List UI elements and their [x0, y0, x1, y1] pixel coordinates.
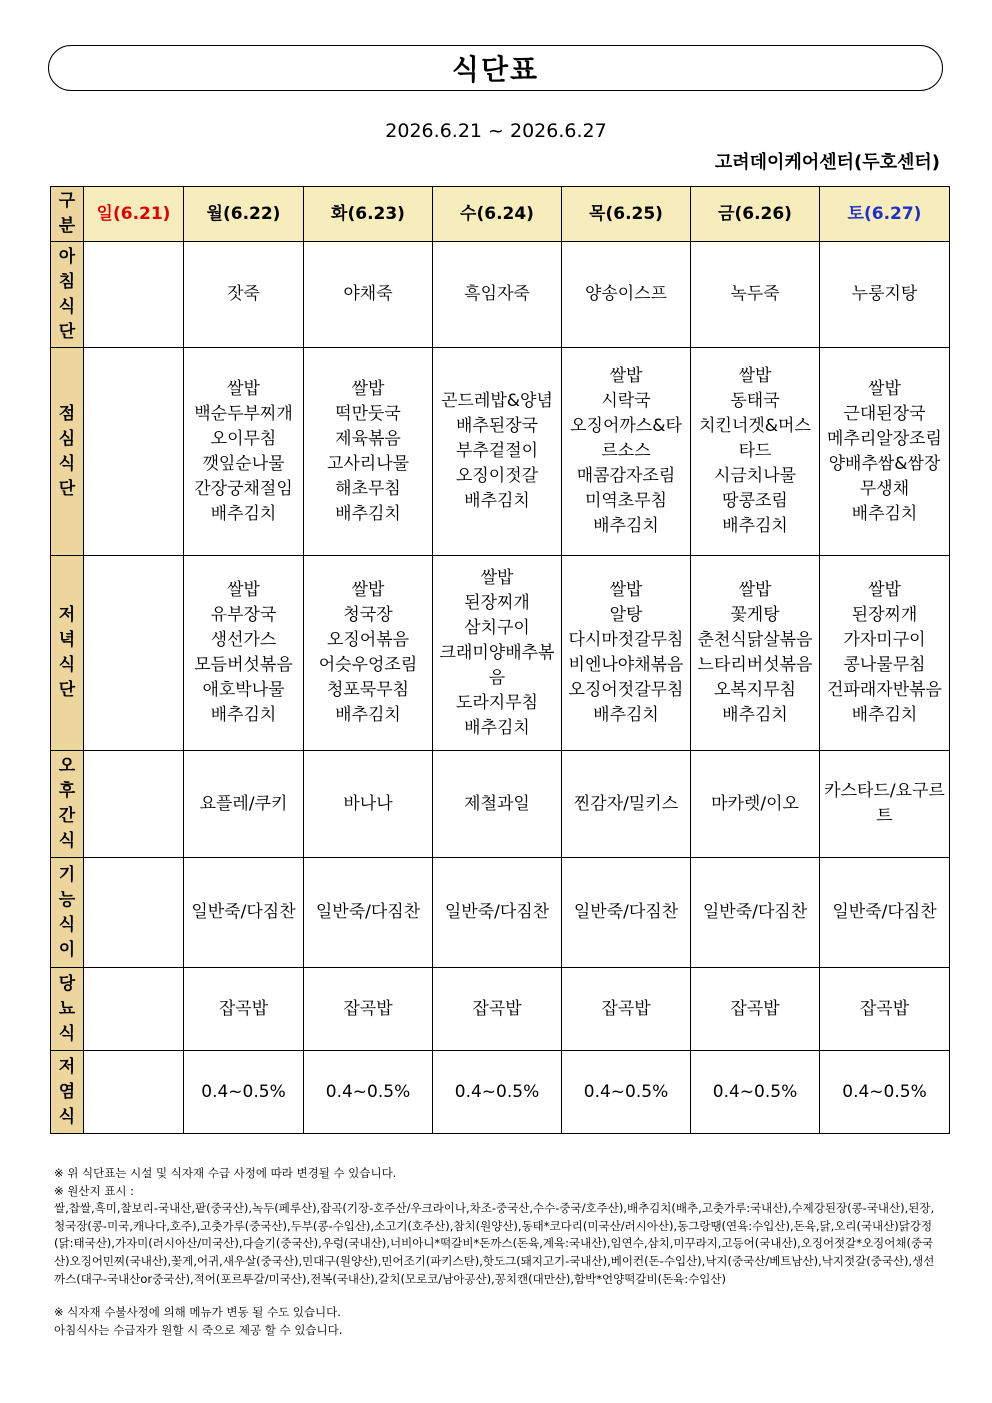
menu-item: 잡곡밥 — [859, 998, 910, 1019]
menu-item: 비엔나야채볶음 — [568, 655, 684, 675]
menu-item: 동태국 — [730, 391, 780, 411]
menu-item: 청포묵무침 — [326, 680, 410, 700]
menu-cell-dinner-mon — [184, 556, 304, 751]
menu-item: 오징이젓갈 — [455, 466, 539, 486]
menu-item: 쌀밥 — [738, 580, 772, 600]
menu-item: 쌀밥 — [227, 580, 260, 600]
menu-item: 배추김치 — [593, 516, 659, 536]
menu-cell-snack-fri — [691, 751, 820, 858]
menu-table — [50, 186, 950, 1134]
row-breakfast — [51, 242, 950, 348]
menu-item: 춘천식닭살볶음 — [697, 630, 813, 650]
menu-cell-lunch-tue — [304, 348, 433, 556]
menu-item: 쌀밥 — [868, 378, 901, 399]
row-snack — [51, 751, 950, 858]
menu-item: 찐감자/밀키스 — [573, 793, 679, 814]
row-lunch — [51, 348, 950, 556]
row-label-low-salt-diet: 저 염 식 — [51, 1051, 84, 1134]
menu-item: 다시마젓갈무침 — [568, 630, 684, 650]
menu-item: 쌀밥 — [227, 378, 260, 399]
menu-item: 잡곡밥 — [218, 998, 269, 1019]
note-change: ※ 위 식단표는 시설 및 식자재 수급 사정에 따라 변경될 수 있습니다. — [54, 1166, 397, 1180]
menu-item: 건파래자반볶음 — [827, 680, 942, 700]
row-label-diabetic-diet: 당 뇨 식 — [51, 968, 84, 1051]
menu-item: 생선가스 — [210, 630, 277, 650]
menu-cell-dinner-fri — [691, 556, 820, 751]
menu-cell-breakfast-wed — [433, 242, 562, 348]
menu-item: 양송이스프 — [584, 284, 668, 304]
row-label-dinner: 저 녁 식 단 — [51, 556, 84, 751]
menu-item: 르소스 — [601, 441, 651, 461]
menu-item: 백순두부찌개 — [194, 403, 293, 424]
menu-item: 메추리알장조림 — [827, 428, 942, 449]
menu-item: 땅콩조림 — [722, 491, 788, 511]
row-label-snack: 오 후 간 식 — [51, 751, 84, 858]
menu-cell-diabetic-diet-thu — [562, 968, 691, 1051]
menu-item: 배추김치 — [210, 503, 277, 524]
menu-item: 청국장 — [343, 605, 393, 625]
menu-cell-breakfast-tue — [304, 242, 433, 348]
menu-item: 무생채 — [859, 478, 910, 499]
menu-cell-texture-diet-fri — [691, 858, 820, 968]
note-origin-list: 쌀,찹쌀,흑미,찰보리-국내산,팥(중국산),녹두(페루산),잡곡(기장-호주산/우크라이나,차조-중국산,수수-중국/호주산),배추김치(배추,고춧가루:국내산),수제강된장(콩-국내산),된장,청국장(콩-미국,캐나다,호주),고춧가루(중국산),두부(콩-수입산),소고기(호주산),참치(원양산),동태*코다리(미국산/러시아산),동그랑땡(연육:수입산),돈육,닭,오리(국내산)닭강정(닭:태국산),가자미(러시아산/미국산),다슬기(중국산),우렁(국내산),너비아니*떡갈비*돈까스(돈육,계육:국내산),임연수,삼치,미꾸라지,고등어(국내산),오징어젓갈*오징어채(중국산)오징어민찌(국내산),꽃게,어귀,새우살(중국산),민대구(원양산),민어조기(파키스탄),핫도그(돼지고기-국내산),베이컨(돈-수입산),낙지(중국산/베트남산),낙지젓갈(중국산),생선까스(대구-국내산or중국산),적어(포르투갈/미국산),전복(국내산),갈치(모로코/남아공산),꽁치캔(대만산),함박*언양떡갈비(돈육:수입산) — [54, 1201, 935, 1286]
menu-item: 크래미양배추볶 — [439, 642, 555, 663]
menu-item: 오징어볶음 — [326, 630, 410, 650]
menu-item: 오징어까스&타 — [570, 416, 682, 436]
menu-cell-low-salt-diet-fri — [691, 1051, 820, 1134]
menu-item: 깻잎순나물 — [202, 453, 285, 474]
menu-item: 배추김치 — [335, 503, 401, 524]
menu-cell-snack-mon — [184, 751, 304, 858]
menu-item: 부추겉절이 — [455, 441, 539, 461]
menu-cell-low-salt-diet-sun — [84, 1051, 184, 1134]
menu-cell-dinner-tue — [304, 556, 433, 751]
menu-item: 배추김치 — [722, 516, 788, 536]
menu-cell-diabetic-diet-wed — [433, 968, 562, 1051]
category-header: 구 분 — [51, 187, 84, 242]
menu-item: 0.4~0.5% — [201, 1081, 286, 1102]
center-name: 고려데이케어센터(두호센터) — [714, 152, 940, 173]
menu-cell-texture-diet-mon — [184, 858, 304, 968]
menu-item: 시락국 — [601, 391, 651, 411]
menu-item: 제철과일 — [464, 793, 530, 814]
menu-cell-texture-diet-thu — [562, 858, 691, 968]
day-header-sun: 일(6.21) — [84, 187, 184, 242]
menu-cell-dinner-sat — [820, 556, 950, 751]
note-breakfast: 아침식사는 수급자가 원할 시 죽으로 제공 할 수 있습니다. — [54, 1322, 343, 1337]
menu-item: 배추김치 — [593, 705, 659, 725]
menu-cell-texture-diet-sun — [84, 858, 184, 968]
menu-cell-texture-diet-tue — [304, 858, 433, 968]
menu-item: 0.4~0.5% — [712, 1081, 798, 1102]
menu-cell-low-salt-diet-tue — [304, 1051, 433, 1134]
menu-item: 떡만둣국 — [335, 403, 401, 424]
menu-item: 쌀밥 — [351, 580, 385, 600]
menu-item: 된장찌개 — [851, 605, 918, 625]
menu-cell-diabetic-diet-sat — [820, 968, 950, 1051]
menu-item: 곤드레밥&양념 — [441, 391, 553, 411]
menu-item: 배추김치 — [851, 503, 918, 524]
menu-cell-snack-thu — [562, 751, 691, 858]
menu-item: 타드 — [738, 441, 772, 461]
row-low-salt-diet — [51, 1051, 950, 1134]
menu-item: 배추김치 — [210, 705, 277, 725]
menu-cell-snack-tue — [304, 751, 433, 858]
menu-cell-low-salt-diet-wed — [433, 1051, 562, 1134]
menu-item: 도라지무침 — [455, 692, 539, 713]
note-origin-title: ※ 원산지 표시 : — [54, 1183, 135, 1198]
menu-cell-texture-diet-wed — [433, 858, 562, 968]
menu-cell-dinner-wed — [433, 556, 562, 751]
menu-item: 흑임자죽 — [464, 284, 530, 304]
menu-cell-low-salt-diet-sat — [820, 1051, 950, 1134]
menu-item: 0.4~0.5% — [325, 1081, 411, 1102]
menu-cell-breakfast-thu — [562, 242, 691, 348]
menu-cell-low-salt-diet-thu — [562, 1051, 691, 1134]
menu-cell-dinner-thu — [562, 556, 691, 751]
menu-item: 해초무침 — [335, 478, 401, 499]
menu-item: 0.4~0.5% — [454, 1081, 540, 1102]
note-supply: ※ 식자재 수불사정에 의해 메뉴가 변동 될 수도 있습니다. — [54, 1305, 341, 1320]
day-header-mon: 월(6.22) — [184, 187, 304, 242]
menu-item: 치킨너겟&머스 — [699, 416, 811, 436]
menu-item: 어슷우엉조림 — [318, 655, 418, 675]
menu-item: 배추된장국 — [455, 416, 539, 436]
menu-item: 시금치나물 — [713, 466, 797, 486]
menu-item: 오징어젓갈무침 — [568, 680, 684, 700]
menu-item: 간장궁채절임 — [194, 478, 293, 499]
menu-item: 유부장국 — [210, 605, 277, 625]
menu-cell-lunch-mon — [184, 348, 304, 556]
menu-item: 모듬버섯볶음 — [194, 655, 293, 675]
menu-cell-lunch-fri — [691, 348, 820, 556]
menu-item: 잣죽 — [227, 284, 260, 304]
menu-cell-lunch-sat — [820, 348, 950, 556]
title-box — [48, 45, 943, 91]
menu-item: 일반죽/다짐찬 — [832, 902, 937, 922]
menu-item: 바나나 — [343, 793, 393, 814]
menu-item: 마카렛/이오 — [711, 793, 799, 814]
menu-item: 느타리버섯볶음 — [697, 655, 813, 675]
menu-item: 음 — [488, 667, 506, 688]
menu-cell-dinner-sun — [84, 556, 184, 751]
menu-cell-breakfast-mon — [184, 242, 304, 348]
menu-item: 가자미구이 — [843, 630, 926, 650]
menu-item: 일반죽/다짐찬 — [315, 902, 421, 922]
row-label-texture-diet: 기 능 식 이 — [51, 858, 84, 968]
menu-cell-diabetic-diet-fri — [691, 968, 820, 1051]
menu-item: 녹두죽 — [730, 284, 780, 304]
menu-cell-breakfast-sun — [84, 242, 184, 348]
menu-item: 트 — [876, 806, 893, 826]
menu-item: 양배추쌈&쌈장 — [828, 453, 941, 474]
row-dinner — [51, 556, 950, 751]
day-header-wed: 수(6.24) — [433, 187, 562, 242]
menu-item: 제육볶음 — [335, 428, 401, 449]
menu-item: 잡곡밥 — [343, 998, 393, 1019]
menu-item: 배추김치 — [464, 491, 530, 511]
menu-cell-breakfast-fri — [691, 242, 820, 348]
menu-cell-snack-sun — [84, 751, 184, 858]
menu-item: 쌀밥 — [738, 366, 772, 386]
menu-item: 배추김치 — [335, 705, 401, 725]
menu-item: 근대된장국 — [843, 403, 926, 424]
menu-item: 쌀밥 — [868, 580, 901, 600]
menu-item: 0.4~0.5% — [583, 1081, 669, 1102]
page-title: 식단표 — [451, 53, 540, 86]
menu-item: 된장찌개 — [464, 592, 530, 613]
menu-cell-texture-diet-sat — [820, 858, 950, 968]
menu-item: 쌀밥 — [351, 378, 385, 399]
row-texture-diet — [51, 858, 950, 968]
menu-item: 삼치구이 — [464, 617, 530, 638]
menu-cell-diabetic-diet-tue — [304, 968, 433, 1051]
menu-cell-diabetic-diet-mon — [184, 968, 304, 1051]
menu-item: 오이무침 — [210, 428, 277, 449]
menu-item: 요플레/쿠키 — [199, 793, 288, 814]
menu-cell-lunch-sun — [84, 348, 184, 556]
menu-item: 오복지무침 — [713, 680, 797, 700]
menu-item: 매콤감자조림 — [576, 466, 676, 486]
menu-item: 쌀밥 — [609, 580, 643, 600]
row-label-breakfast: 아 침 식 단 — [51, 242, 84, 348]
menu-item: 일반죽/다짐찬 — [573, 902, 679, 922]
menu-item: 야채죽 — [343, 284, 393, 304]
menu-cell-low-salt-diet-mon — [184, 1051, 304, 1134]
menu-item: 잡곡밥 — [730, 998, 780, 1019]
menu-cell-snack-wed — [433, 751, 562, 858]
menu-item: 콩나물무침 — [843, 655, 926, 675]
day-header-sat: 토(6.27) — [820, 187, 950, 242]
header-row — [51, 187, 950, 242]
row-label-lunch: 점 심 식 단 — [51, 348, 84, 556]
menu-item: 배추김치 — [851, 705, 918, 725]
menu-item: 누룽지탕 — [851, 284, 918, 304]
menu-cell-lunch-thu — [562, 348, 691, 556]
menu-item: 애호박나물 — [202, 680, 285, 700]
day-header-tue: 화(6.23) — [304, 187, 433, 242]
menu-item: 쌀밥 — [609, 366, 643, 386]
menu-item: 잡곡밥 — [601, 998, 651, 1019]
menu-item: 0.4~0.5% — [842, 1081, 927, 1102]
day-header-thu: 목(6.25) — [562, 187, 691, 242]
menu-item: 쌀밥 — [480, 567, 514, 588]
menu-cell-snack-sat — [820, 751, 950, 858]
menu-item: 잡곡밥 — [472, 998, 522, 1019]
menu-item: 일반죽/다짐찬 — [191, 902, 296, 922]
day-header-fri: 금(6.26) — [691, 187, 820, 242]
menu-item: 일반죽/다짐찬 — [444, 902, 550, 922]
menu-item: 알탕 — [609, 605, 643, 625]
menu-item: 고사리나물 — [326, 453, 410, 474]
menu-item: 미역초무침 — [584, 491, 668, 511]
date-range: 2026.6.21 ~ 2026.6.27 — [385, 120, 607, 142]
menu-item: 꽃게탕 — [730, 605, 780, 625]
menu-item: 배추김치 — [464, 717, 530, 738]
notes — [54, 1165, 944, 1339]
menu-item: 일반죽/다짐찬 — [702, 902, 808, 922]
menu-item: 카스타드/요구르 — [824, 781, 945, 801]
menu-item: 배추김치 — [722, 705, 788, 725]
menu-cell-lunch-wed — [433, 348, 562, 556]
menu-cell-diabetic-diet-sun — [84, 968, 184, 1051]
row-diabetic-diet — [51, 968, 950, 1051]
menu-cell-breakfast-sat — [820, 242, 950, 348]
